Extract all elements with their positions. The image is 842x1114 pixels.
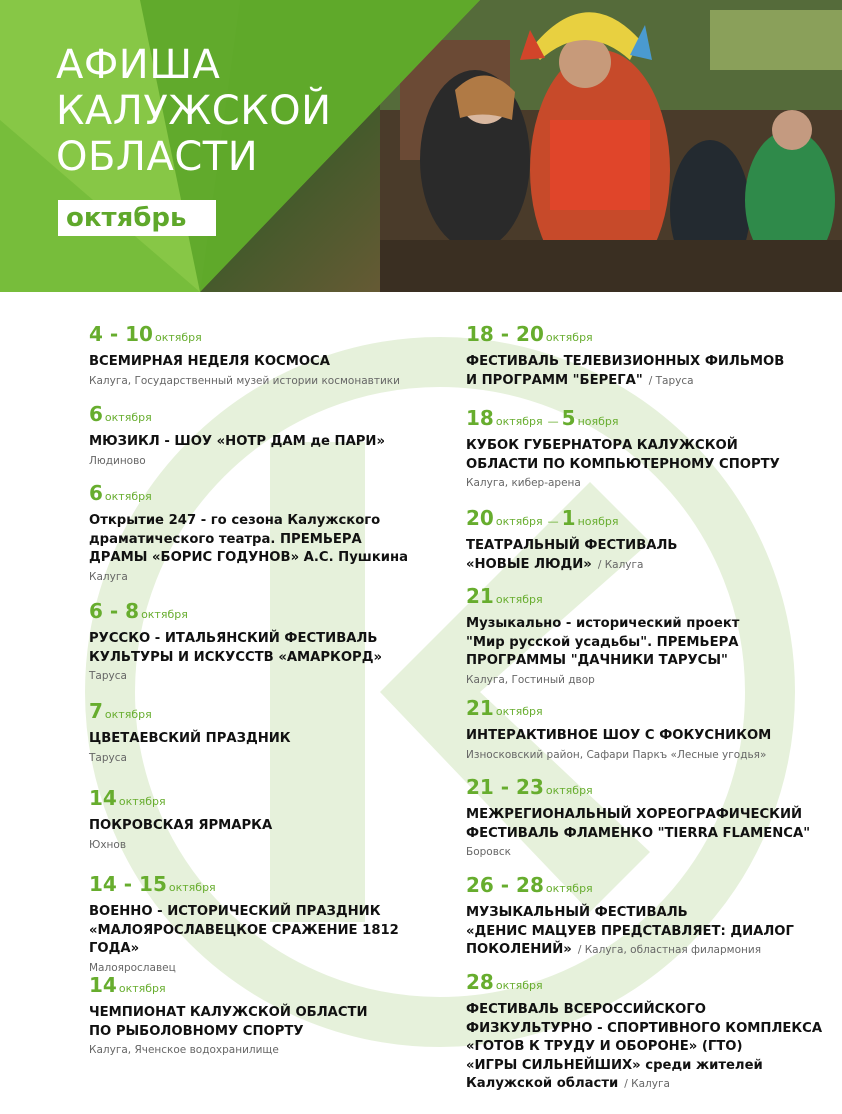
event-place: Калуга, Государственный музей истории космонавтики <box>89 374 400 387</box>
event-date: 6 октября <box>89 481 152 505</box>
event-place: Боровск <box>466 846 512 858</box>
event-date: 21 октября <box>466 584 543 608</box>
event-place: Таруса <box>89 751 127 764</box>
event-item <box>466 584 739 688</box>
event-place: / Калуга <box>597 558 644 571</box>
event-place: Людиново <box>89 454 146 467</box>
event-title: ЧЕМПИОНАТ КАЛУЖСКОЙ ОБЛАСТИ ПО РЫБОЛОВНОМУ СПОРТУ <box>89 1005 368 1039</box>
event-date: 18 - 20 октября <box>466 322 593 346</box>
event-date: 28 октября <box>466 970 543 994</box>
event-title: МЕЖРЕГИОНАЛЬНЫЙ ХОРЕОГРАФИЧЕСКИЙ ФЕСТИВАЛЬ ФЛАМЕНКО "TIERRA FLAMENCA" <box>466 807 811 841</box>
event-title: ФЕСТИВАЛЬ ВСЕРОССИЙСКОГО ФИЗКУЛЬТУРНО - СПОРТИВНОГО КОМПЛЕКСА «ГОТОВ К ТРУДУ И ОБОРОНЕ» (ГТО) «ИГРЫ СИЛЬНЕЙШИХ» среди жителей Калужской области / Калуга <box>466 1002 823 1091</box>
event-title: Музыкально - исторический проект "Мир русской усадьбы". ПРЕМЬЕРА ПРОГРАММЫ "ДАЧНИКИ ТАРУСЫ" <box>466 616 740 668</box>
event-title: МУЗЫКАЛЬНЫЙ ФЕСТИВАЛЬ «ДЕНИС МАЦУЕВ ПРЕДСТАВЛЯЕТ: ДИАЛОГ ПОКОЛЕНИЙ» / Калуга, областная филармония <box>466 905 794 957</box>
event-title: КУБОК ГУБЕРНАТОРА КАЛУЖСКОЙ ОБЛАСТИ ПО КОМПЬЮТЕРНОМУ СПОРТУ <box>466 438 780 472</box>
event-date: 18 октября — 5 ноября <box>466 406 619 430</box>
event-title: Открытие 247 - го сезона Калужского драматического театра. ПРЕМЬЕРА ДРАМЫ «БОРИС ГОДУНОВ» А.С. Пушкина <box>89 513 409 565</box>
event-place: Калуга, Гостиный двор <box>466 673 595 686</box>
event-date: 4 - 10 октября <box>89 322 202 346</box>
event-item <box>466 406 780 491</box>
event-date: 14 - 15 октября <box>89 872 216 896</box>
event-item <box>466 506 677 574</box>
event-item <box>466 696 771 763</box>
event-date: 7 октября <box>89 699 152 723</box>
event-place: Таруса <box>89 670 127 682</box>
event-item <box>466 970 822 1094</box>
event-place: / Калуга, областная филармония <box>577 944 762 956</box>
header-banner <box>0 0 842 292</box>
event-date: 21 октября <box>466 696 543 720</box>
event-place: Малоярославец <box>89 961 176 974</box>
event-place: / Калуга <box>624 1078 670 1090</box>
event-title: ВСЕМИРНАЯ НЕДЕЛЯ КОСМОСА <box>89 354 330 369</box>
event-date: 21 - 23 октября <box>466 775 593 799</box>
event-place: / Таруса <box>648 374 694 387</box>
event-item <box>89 699 291 766</box>
event-title: РУССКО - ИТАЛЬЯНСКИЙ ФЕСТИВАЛЬ КУЛЬТУРЫ И ИСКУССТВ «АМАРКОРД» <box>89 631 382 665</box>
event-item <box>89 322 400 389</box>
event-date: 6 октября <box>89 402 152 426</box>
month-label: октябрь <box>58 200 216 236</box>
event-place: Калуга, Яченское водохранилище <box>89 1044 279 1056</box>
event-item <box>466 775 810 860</box>
event-item <box>89 599 382 684</box>
event-title: МЮЗИКЛ - ШОУ «НОТР ДАМ де ПАРИ» <box>89 434 385 449</box>
event-place: Калуга <box>89 570 128 583</box>
event-title: ИНТЕРАКТИВНОЕ ШОУ С ФОКУСНИКОМ <box>466 728 772 743</box>
event-item <box>89 973 368 1058</box>
event-title: ВОЕННО - ИСТОРИЧЕСКИЙ ПРАЗДНИК «МАЛОЯРОСЛАВЕЦКОЕ СРАЖЕНИЕ 1812 ГОДА» <box>89 904 399 956</box>
event-item <box>89 481 408 585</box>
event-place: Износковский район, Сафари Паркъ «Лесные угодья» <box>466 748 767 761</box>
event-item <box>89 402 385 469</box>
event-title: ПОКРОВСКАЯ ЯРМАРКА <box>89 818 273 833</box>
page-title: АФИША КАЛУЖСКОЙ ОБЛАСТИ <box>56 42 332 180</box>
event-item <box>466 873 794 960</box>
event-item <box>89 786 272 853</box>
event-title: ФЕСТИВАЛЬ ТЕЛЕВИЗИОННЫХ ФИЛЬМОВ И ПРОГРАММ "БЕРЕГА" / Таруса <box>466 354 785 388</box>
event-title: ТЕАТРАЛЬНЫЙ ФЕСТИВАЛЬ «НОВЫЕ ЛЮДИ» / Калуга <box>466 538 678 572</box>
event-date: 26 - 28 октября <box>466 873 593 897</box>
event-date: 14 октября <box>89 786 166 810</box>
event-title: ЦВЕТАЕВСКИЙ ПРАЗДНИК <box>89 731 291 746</box>
event-place: Калуга, кибер-арена <box>466 477 581 489</box>
event-date: 20 октября — 1 ноября <box>466 506 619 530</box>
event-item <box>89 872 449 976</box>
event-date: 14 октября <box>89 973 166 997</box>
event-item <box>466 322 784 390</box>
event-place: Юхнов <box>89 838 127 851</box>
event-date: 6 - 8 октября <box>89 599 188 623</box>
